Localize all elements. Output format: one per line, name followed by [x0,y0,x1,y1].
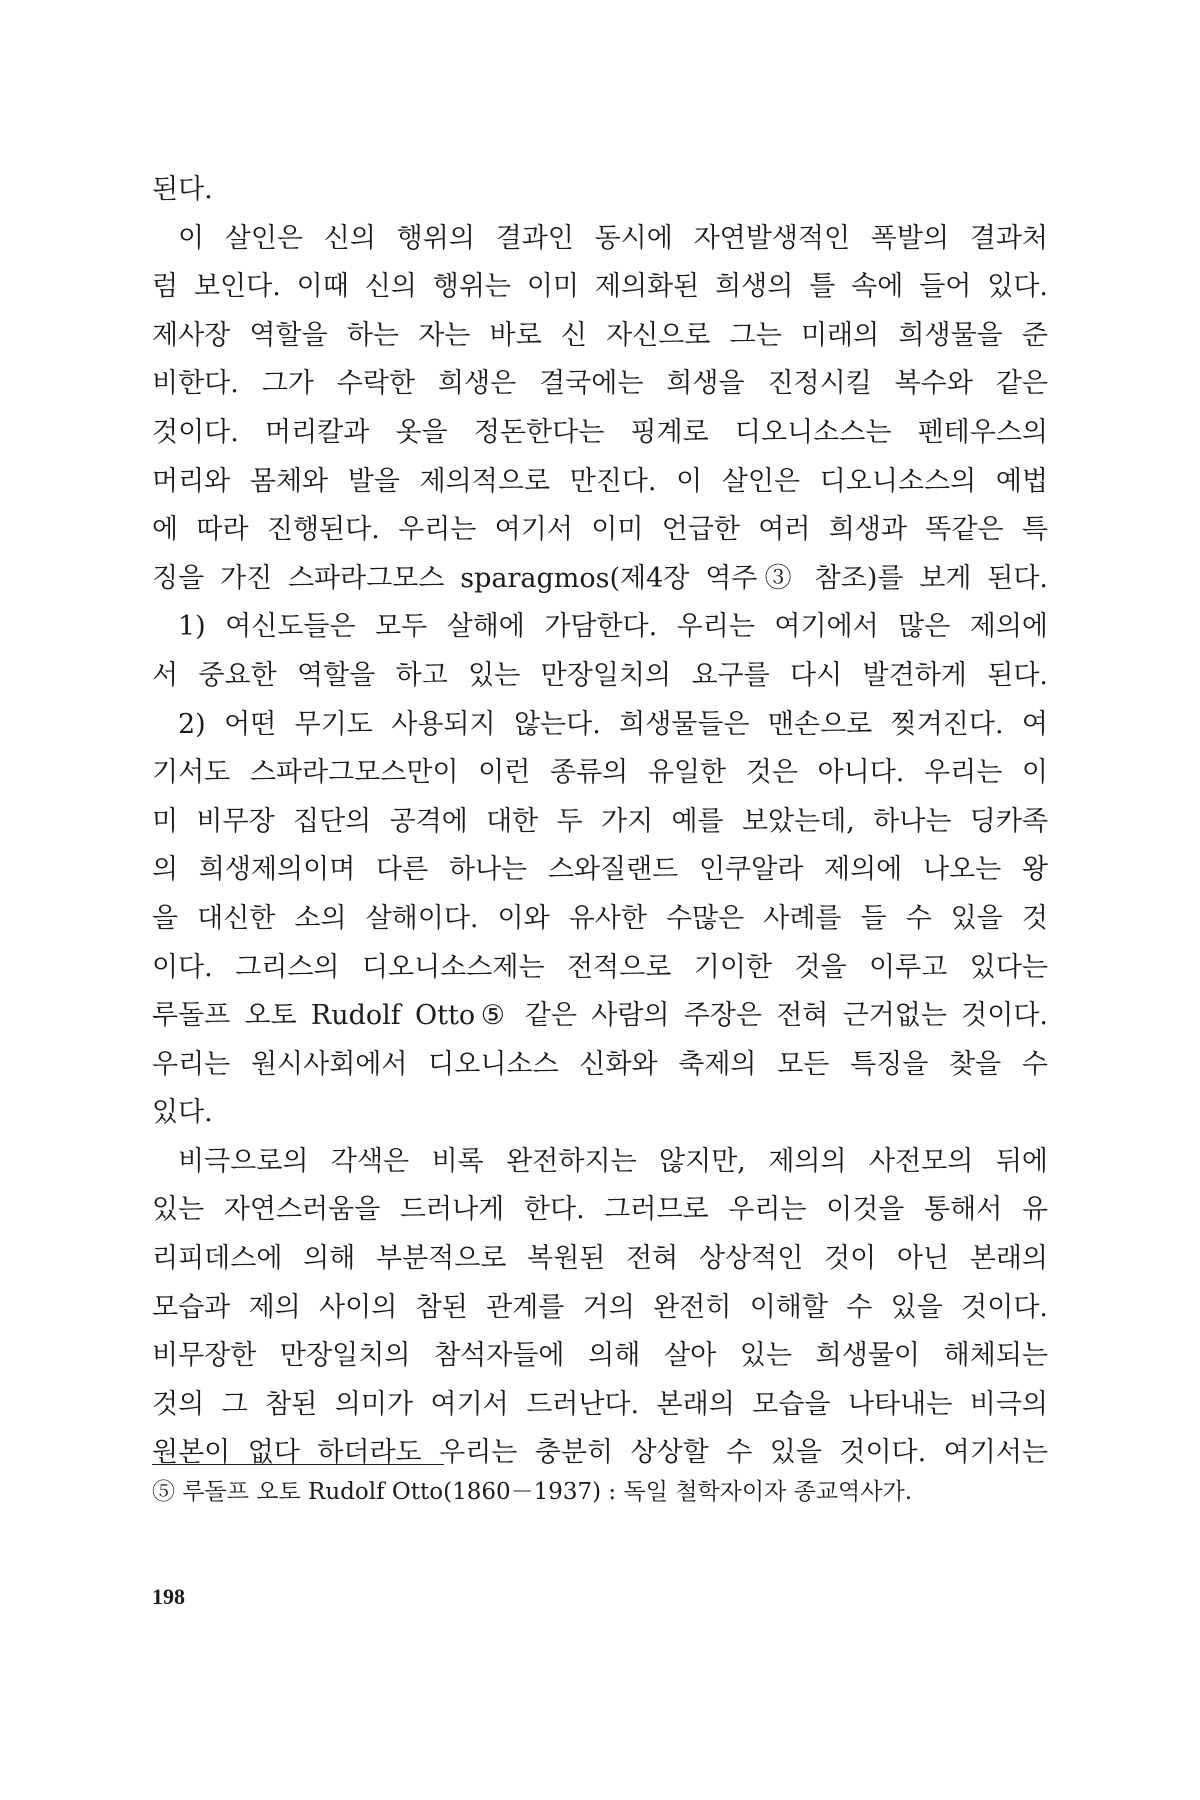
text-line: 서 중요한 역할을 하고 있는 만장일치의 요구를 다시 발견하게 된다. [152,659,1048,691]
footnote: ⑤ 루돌프 오토 Rudolf Otto(1860－1937) : 독일 철학자이자 종교역사가. [152,1479,913,1505]
text-line: 미 비무장 집단의 공격에 대한 두 가지 예를 보았는데, 하나는 딩카족 [152,805,1048,837]
text-line: 을 대신한 소의 살해이다. 이와 유사한 수많은 사례를 들 수 있을 것 [152,902,1048,934]
text-line: 머리와 몸체와 발을 제의적으로 만진다. 이 살인은 디오니소스의 예법 [152,465,1048,497]
text-line: 된다. [152,174,213,205]
text-line: 원본이 없다 하더라도 우리는 충분히 상상할 수 있을 것이다. 여기서는 [152,1437,1048,1469]
footnote-divider [152,1464,444,1465]
text-line: 모습과 제의 사이의 참된 관계를 거의 완전히 이해할 수 있을 것이다. [152,1291,1048,1323]
text-line: 있다. [152,1097,213,1129]
text-line: 기서도 스파라그모스만이 이런 종류의 유일한 것은 아니다. 우리는 이 [152,757,1048,789]
text-line: 루돌프 오토 Rudolf Otto⑤ 같은 사람의 주장은 전혀 근거없는 것이다. [152,1000,1048,1032]
text-line: 럼 보인다. 이때 신의 행위는 이미 제의화된 희생의 틀 속에 들어 있다. [152,271,1048,303]
text-line: 비무장한 만장일치의 참석자들에 의해 살아 있는 희생물이 해체되는 [152,1340,1048,1372]
text-line: 이다. 그리스의 디오니소스제는 전적으로 기이한 것을 이루고 있다는 [152,951,1048,983]
text-line: 의 희생제의이며 다른 하나는 스와질랜드 인쿠알라 제의에 나오는 왕 [152,854,1048,886]
text-line: 있는 자연스러움을 드러나게 한다. 그러므로 우리는 이것을 통해서 유 [152,1194,1048,1226]
text-line: 제사장 역할을 하는 자는 바로 신 자신으로 그는 미래의 희생물을 준 [152,319,1048,351]
text-line: 리피데스에 의해 부분적으로 복원된 전혀 상상적인 것이 아닌 본래의 [152,1243,1048,1275]
text-line: 우리는 원시사회에서 디오니소스 신화와 축제의 모든 특징을 찾을 수 [152,1048,1048,1080]
text-line: 것의 그 참된 의미가 여기서 드러난다. 본래의 모습을 나타내는 비극의 [152,1388,1048,1420]
text-line: 것이다. 머리칼과 옷을 정돈한다는 핑계로 디오니소스는 펜테우스의 [152,416,1048,448]
text-line: 1) 여신도들은 모두 살해에 가담한다. 우리는 여기에서 많은 제의에 [178,611,1048,643]
body-text [152,166,1048,1478]
text-line: 징을 가진 스파라그모스 sparagmos(제4장 역주③ 참조)를 보게 된다. [152,562,1048,594]
text-line: 에 따라 진행된다. 우리는 여기서 이미 언급한 여러 희생과 똑같은 특 [152,514,1048,546]
text-line: 비극으로의 각색은 비록 완전하지는 않지만, 제의의 사전모의 뒤에 [178,1145,1048,1177]
page-number: 198 [152,1584,185,1609]
text-line: 비한다. 그가 수락한 희생은 결국에는 희생을 진정시킬 복수와 같은 [152,368,1048,400]
text-line: 2) 어떤 무기도 사용되지 않는다. 희생물들은 맨손으로 찢겨진다. 여 [178,708,1048,740]
text-line: 이 살인은 신의 행위의 결과인 동시에 자연발생적인 폭발의 결과처 [178,222,1048,254]
